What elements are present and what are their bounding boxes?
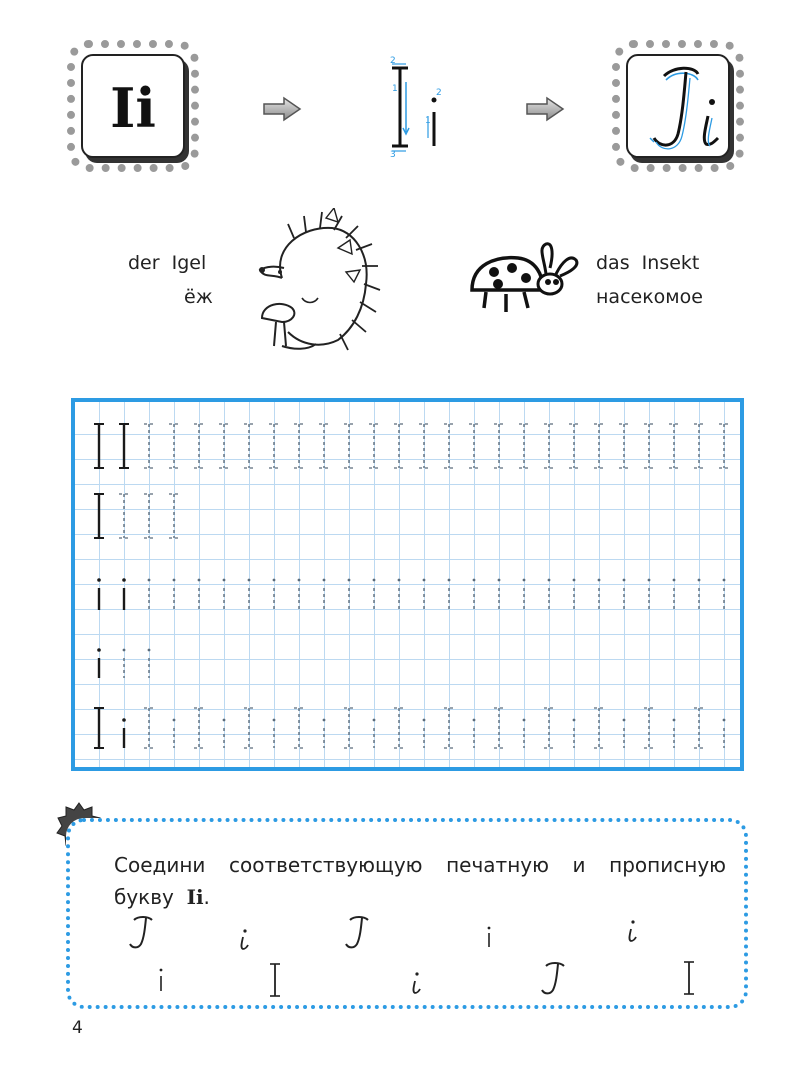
- word-russian-hedgehog: ёж: [184, 286, 213, 308]
- small-i-dot: [173, 579, 176, 582]
- small-i-dot: [348, 579, 351, 582]
- small-i-dot: [723, 579, 726, 582]
- small-i-dot: [298, 579, 301, 582]
- small-i-dot: [198, 579, 201, 582]
- small-i-dot: [122, 718, 126, 722]
- printed-capital-i[interactable]: [682, 960, 696, 996]
- small-i-dot: [173, 719, 176, 722]
- printed-small-i[interactable]: [484, 926, 494, 948]
- cursive-letter-card: [612, 40, 744, 172]
- small-i-dot: [273, 719, 276, 722]
- small-i-dot: [97, 648, 101, 652]
- small-i-dot: [598, 579, 601, 582]
- stroke-number: 1: [425, 116, 431, 126]
- stroke-number: 1: [392, 84, 398, 94]
- small-i-dot: [548, 579, 551, 582]
- small-i-dot: [373, 719, 376, 722]
- small-i-dot: [523, 719, 526, 722]
- cursive-capital-i[interactable]: [540, 960, 570, 996]
- printed-small-i[interactable]: [156, 968, 166, 992]
- cursive-small-i[interactable]: [234, 928, 254, 952]
- small-i-dot: [223, 719, 226, 722]
- printed-letters: Ii: [110, 76, 156, 140]
- small-i-dot: [248, 579, 251, 582]
- hedgehog-illustration: [242, 208, 382, 358]
- small-i-dot: [148, 649, 151, 652]
- stroke-number: 2: [390, 56, 396, 66]
- small-i-dot: [723, 719, 726, 722]
- small-i-dot: [223, 579, 226, 582]
- small-i-dot: [97, 578, 101, 582]
- small-i-dot: [698, 579, 701, 582]
- word-russian-insect: насекомое: [596, 286, 703, 308]
- small-i-dot: [323, 579, 326, 582]
- stroke-number: 3: [390, 150, 396, 160]
- arrow-right-icon: [525, 96, 565, 122]
- small-i-dot: [273, 579, 276, 582]
- exercise-instruction-line2: [114, 880, 210, 914]
- small-i-dot: [122, 578, 126, 582]
- small-i-dot: [473, 579, 476, 582]
- cursive-capital-i[interactable]: [128, 914, 158, 950]
- small-i-dot: [123, 649, 126, 652]
- small-i-dot: [423, 719, 426, 722]
- small-i-dot: [373, 579, 376, 582]
- word-german-hedgehog: der Igel: [128, 252, 207, 274]
- small-i-dot: [573, 719, 576, 722]
- stroke-number: 2: [436, 88, 442, 98]
- small-i-dot: [523, 579, 526, 582]
- small-i-dot: [573, 579, 576, 582]
- cursive-letters-image: [628, 56, 732, 160]
- instruction-suffix: .: [203, 885, 210, 909]
- small-i-dot: [673, 579, 676, 582]
- printed-letter-card: [67, 40, 199, 172]
- page-number: 4: [72, 1018, 83, 1038]
- exercise-instruction-line1: Соедини соответствующую печатную и прописную: [114, 853, 726, 877]
- small-i-dot: [148, 579, 151, 582]
- exercise-box: [66, 818, 748, 1009]
- cursive-letter-card-inner: [626, 54, 730, 158]
- small-i-dot: [473, 719, 476, 722]
- cursive-small-i[interactable]: [622, 918, 642, 944]
- handwriting-practice-grid: [71, 398, 744, 771]
- cursive-small-i[interactable]: [406, 970, 426, 996]
- printed-letter-card-inner: [81, 54, 185, 158]
- small-i-dot: [648, 579, 651, 582]
- practice-strokes: [75, 402, 740, 767]
- small-i-dot: [498, 579, 501, 582]
- word-german-insect: das Insekt: [596, 252, 700, 274]
- arrow-right-icon: [262, 96, 302, 122]
- cursive-capital-i[interactable]: [344, 914, 374, 950]
- small-i-dot: [323, 719, 326, 722]
- ladybug-illustration: [466, 238, 582, 326]
- small-i-dot: [673, 719, 676, 722]
- small-i-dot: [623, 579, 626, 582]
- small-i-dot: [448, 579, 451, 582]
- small-i-dot: [398, 579, 401, 582]
- instruction-prefix: букву: [114, 885, 181, 909]
- small-i-dot: [623, 719, 626, 722]
- printed-capital-i[interactable]: [268, 962, 282, 998]
- instruction-letters: Ii: [186, 885, 204, 909]
- small-i-dot: [423, 579, 426, 582]
